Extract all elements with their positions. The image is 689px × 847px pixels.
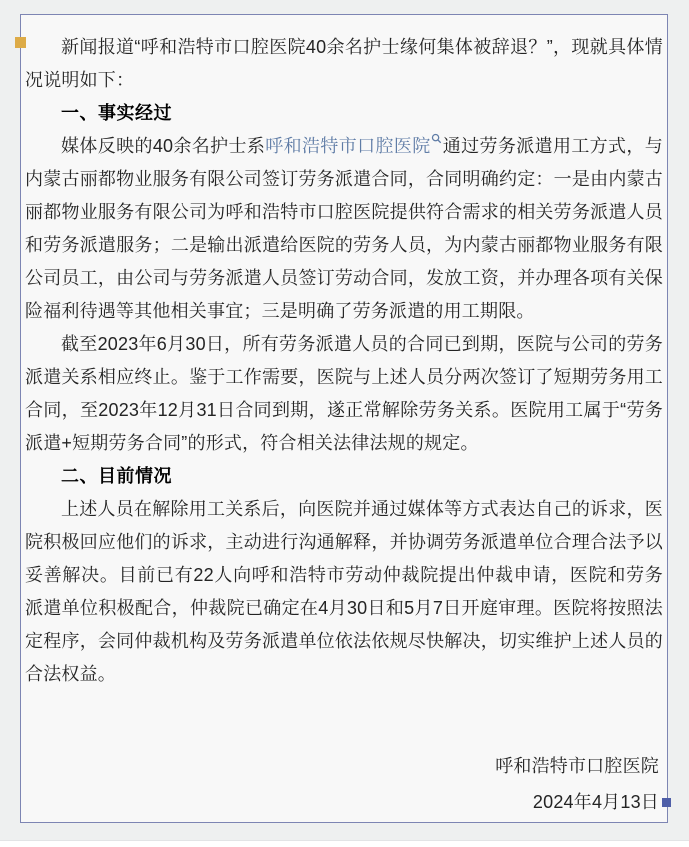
- section2-heading: 二、目前情况: [61, 466, 172, 486]
- hospital-link-text[interactable]: 呼和浩特市口腔医院: [265, 136, 431, 156]
- search-icon[interactable]: [431, 133, 442, 145]
- facts-paragraph-1: [25, 130, 663, 328]
- hospital-entity-link[interactable]: [265, 136, 442, 156]
- statement-document: [20, 14, 668, 823]
- end-of-article-marker: [662, 798, 671, 807]
- signature-date: 2024年4月13日: [532, 792, 659, 812]
- facts-paragraph-2: 截至2023年6月30日，所有劳务派遣人员的合同已到期，医院与公司的劳务派遣关系相应终止。鉴于工作需要，医院与上述人员分两次签订了短期劳务用工合同，至2023年12月31日合同到期，遂正常解除劳务关系。医院用工属于“劳务派遣+短期劳务合同”的形式，符合相关法律法规的规定。: [25, 334, 663, 453]
- facts-text-before-link: 媒体反映的40余名护士系: [61, 136, 266, 156]
- intro-paragraph: 新闻报道“呼和浩特市口腔医院40余名护士缘何集体被辞退？”，现就具体情况说明如下：: [25, 37, 663, 90]
- signature-block: [25, 748, 663, 820]
- facts-text-after-link: 通过劳务派遣用工方式，与内蒙古丽都物业服务有限公司签订劳务派遣合同，合同明确约定：一是由内蒙古丽都物业服务有限公司为呼和浩特市口腔医院提供符合需求的相关劳务派遣人员和劳务派遣服务；二是输出派遣给医院的劳务人员，为内蒙古丽都物业服务有限公司员工，由公司与劳务派遣人员签订劳动合同，发放工资，并办理各项有关保险福利待遇等其他相关事宜；三是明确了劳务派遣的用工期限。: [25, 136, 663, 321]
- current-situation-paragraph: 上述人员在解除用工关系后，向医院并通过媒体等方式表达自己的诉求，医院积极回应他们的诉求，主动进行沟通解释，并协调劳务派遣单位合理合法予以妥善解决。目前已有22人向呼和浩特市劳动仲裁院提出仲裁申请，医院和劳务派遣单位积极配合，仲裁院已确定在4月30日和5月7日开庭审理。医院将按照法定程序，会同仲裁机构及劳务派遣单位依法依规尽快解决，切实维护上述人员的合法权益。: [25, 499, 663, 684]
- section1-heading: 一、事实经过: [61, 103, 172, 123]
- top-left-marker: [15, 37, 26, 48]
- bottom-strip: [0, 840, 689, 847]
- signature-org: 呼和浩特市口腔医院: [495, 756, 659, 776]
